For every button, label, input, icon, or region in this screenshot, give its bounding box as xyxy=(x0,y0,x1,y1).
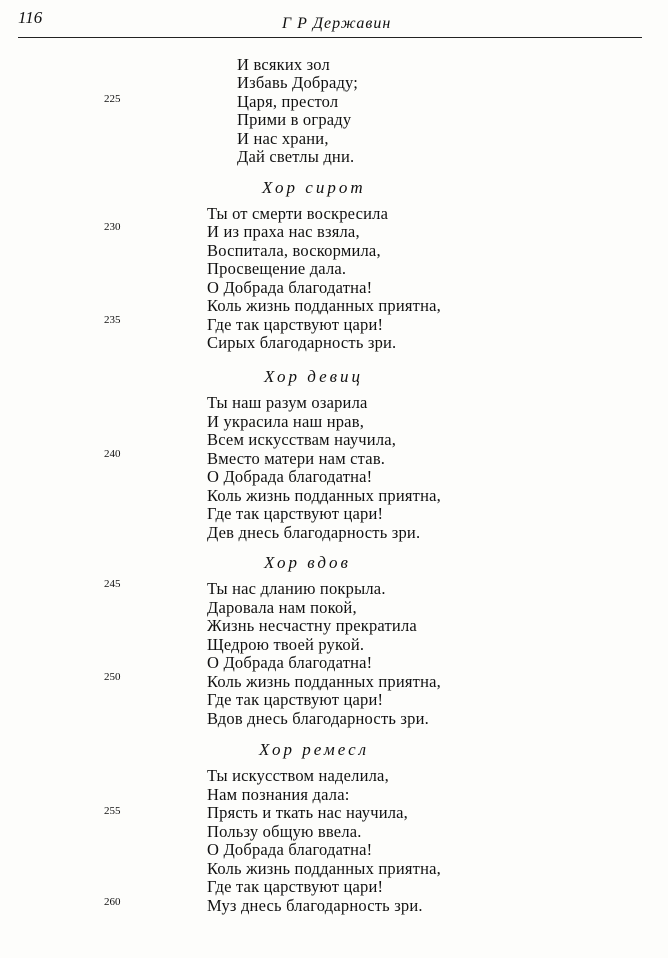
line-number: 250 xyxy=(104,671,121,683)
line-number: 260 xyxy=(104,896,121,908)
verse-line: Избавь Добраду; xyxy=(237,73,359,92)
verse-line: Где так царствуют цари! xyxy=(207,690,384,709)
verse-line: Дев днесь благодарность зри. xyxy=(207,523,421,542)
line-number: 245 xyxy=(104,578,121,590)
verse-line: Где так царствуют цари! xyxy=(207,504,384,523)
verse-line: О Добрада благодатна! xyxy=(207,840,373,859)
verse-line: Всем искусствам научила, xyxy=(207,430,397,449)
verse-line: Вдов днесь благодарность зри. xyxy=(207,709,429,728)
page-number: 116 xyxy=(18,8,43,27)
verse-line: О Добрада благодатна! xyxy=(207,278,373,297)
verse-line: О Добрада благодатна! xyxy=(207,653,373,672)
line-number: 255 xyxy=(104,805,121,817)
verse-line: Воспитала, воскормила, xyxy=(207,241,381,260)
chorus-heading: Хор сирот xyxy=(262,178,366,197)
verse-line: Жизнь несчастну прекратила xyxy=(207,616,417,635)
verse-line: Царя, престол xyxy=(237,92,339,111)
verse-line: Коль жизнь подданных приятна, xyxy=(207,486,441,505)
verse-line: Где так царствуют цари! xyxy=(207,315,384,334)
verse-line: Ты наш разум озарила xyxy=(207,393,368,412)
verse-line: И украсила наш нрав, xyxy=(207,412,365,431)
verse-line: Ты искусством наделила, xyxy=(207,766,389,785)
verse-line: Коль жизнь подданных приятна, xyxy=(207,296,441,315)
verse-line: И всяких зол xyxy=(237,55,330,74)
verse-line: Дай светлы дни. xyxy=(237,147,355,166)
verse-line: Прими в ограду xyxy=(237,110,352,129)
verse-line: Щедрою твоей рукой. xyxy=(207,635,365,654)
verse-line: Коль жизнь подданных приятна, xyxy=(207,859,441,878)
running-title: Г Р Державин xyxy=(282,15,392,32)
verse-line: Ты нас дланию покрыла. xyxy=(207,579,386,598)
verse-line: Прясть и ткать нас научила, xyxy=(207,803,409,822)
header-rule xyxy=(18,37,642,38)
verse-line: Коль жизнь подданных приятна, xyxy=(207,672,441,691)
verse-line: Вместо матери нам став. xyxy=(207,449,386,468)
chorus-heading: Хор вдов xyxy=(264,553,351,572)
verse-line: Муз днесь благодарность зри. xyxy=(207,896,423,915)
verse-line: И нас храни, xyxy=(237,129,329,148)
verse-line: Пользу общую ввела. xyxy=(207,822,362,841)
line-number: 235 xyxy=(104,314,121,326)
verse-line: О Добрада благодатна! xyxy=(207,467,373,486)
line-number: 240 xyxy=(104,448,121,460)
verse-line: Даровала нам покой, xyxy=(207,598,357,617)
chorus-heading: Хор ремесл xyxy=(259,740,370,759)
verse-line: Ты от смерти воскресила xyxy=(207,204,389,223)
verse-line: Где так царствуют цари! xyxy=(207,877,384,896)
verse-line: Просвещение дала. xyxy=(207,259,347,278)
verse-line: И из праха нас взяла, xyxy=(207,222,360,241)
verse-line: Сирых благодарность зри. xyxy=(207,333,397,352)
line-number: 225 xyxy=(104,93,121,105)
verse-line: Нам познания дала: xyxy=(207,785,350,804)
chorus-heading: Хор девиц xyxy=(264,367,364,386)
line-number: 230 xyxy=(104,221,121,233)
